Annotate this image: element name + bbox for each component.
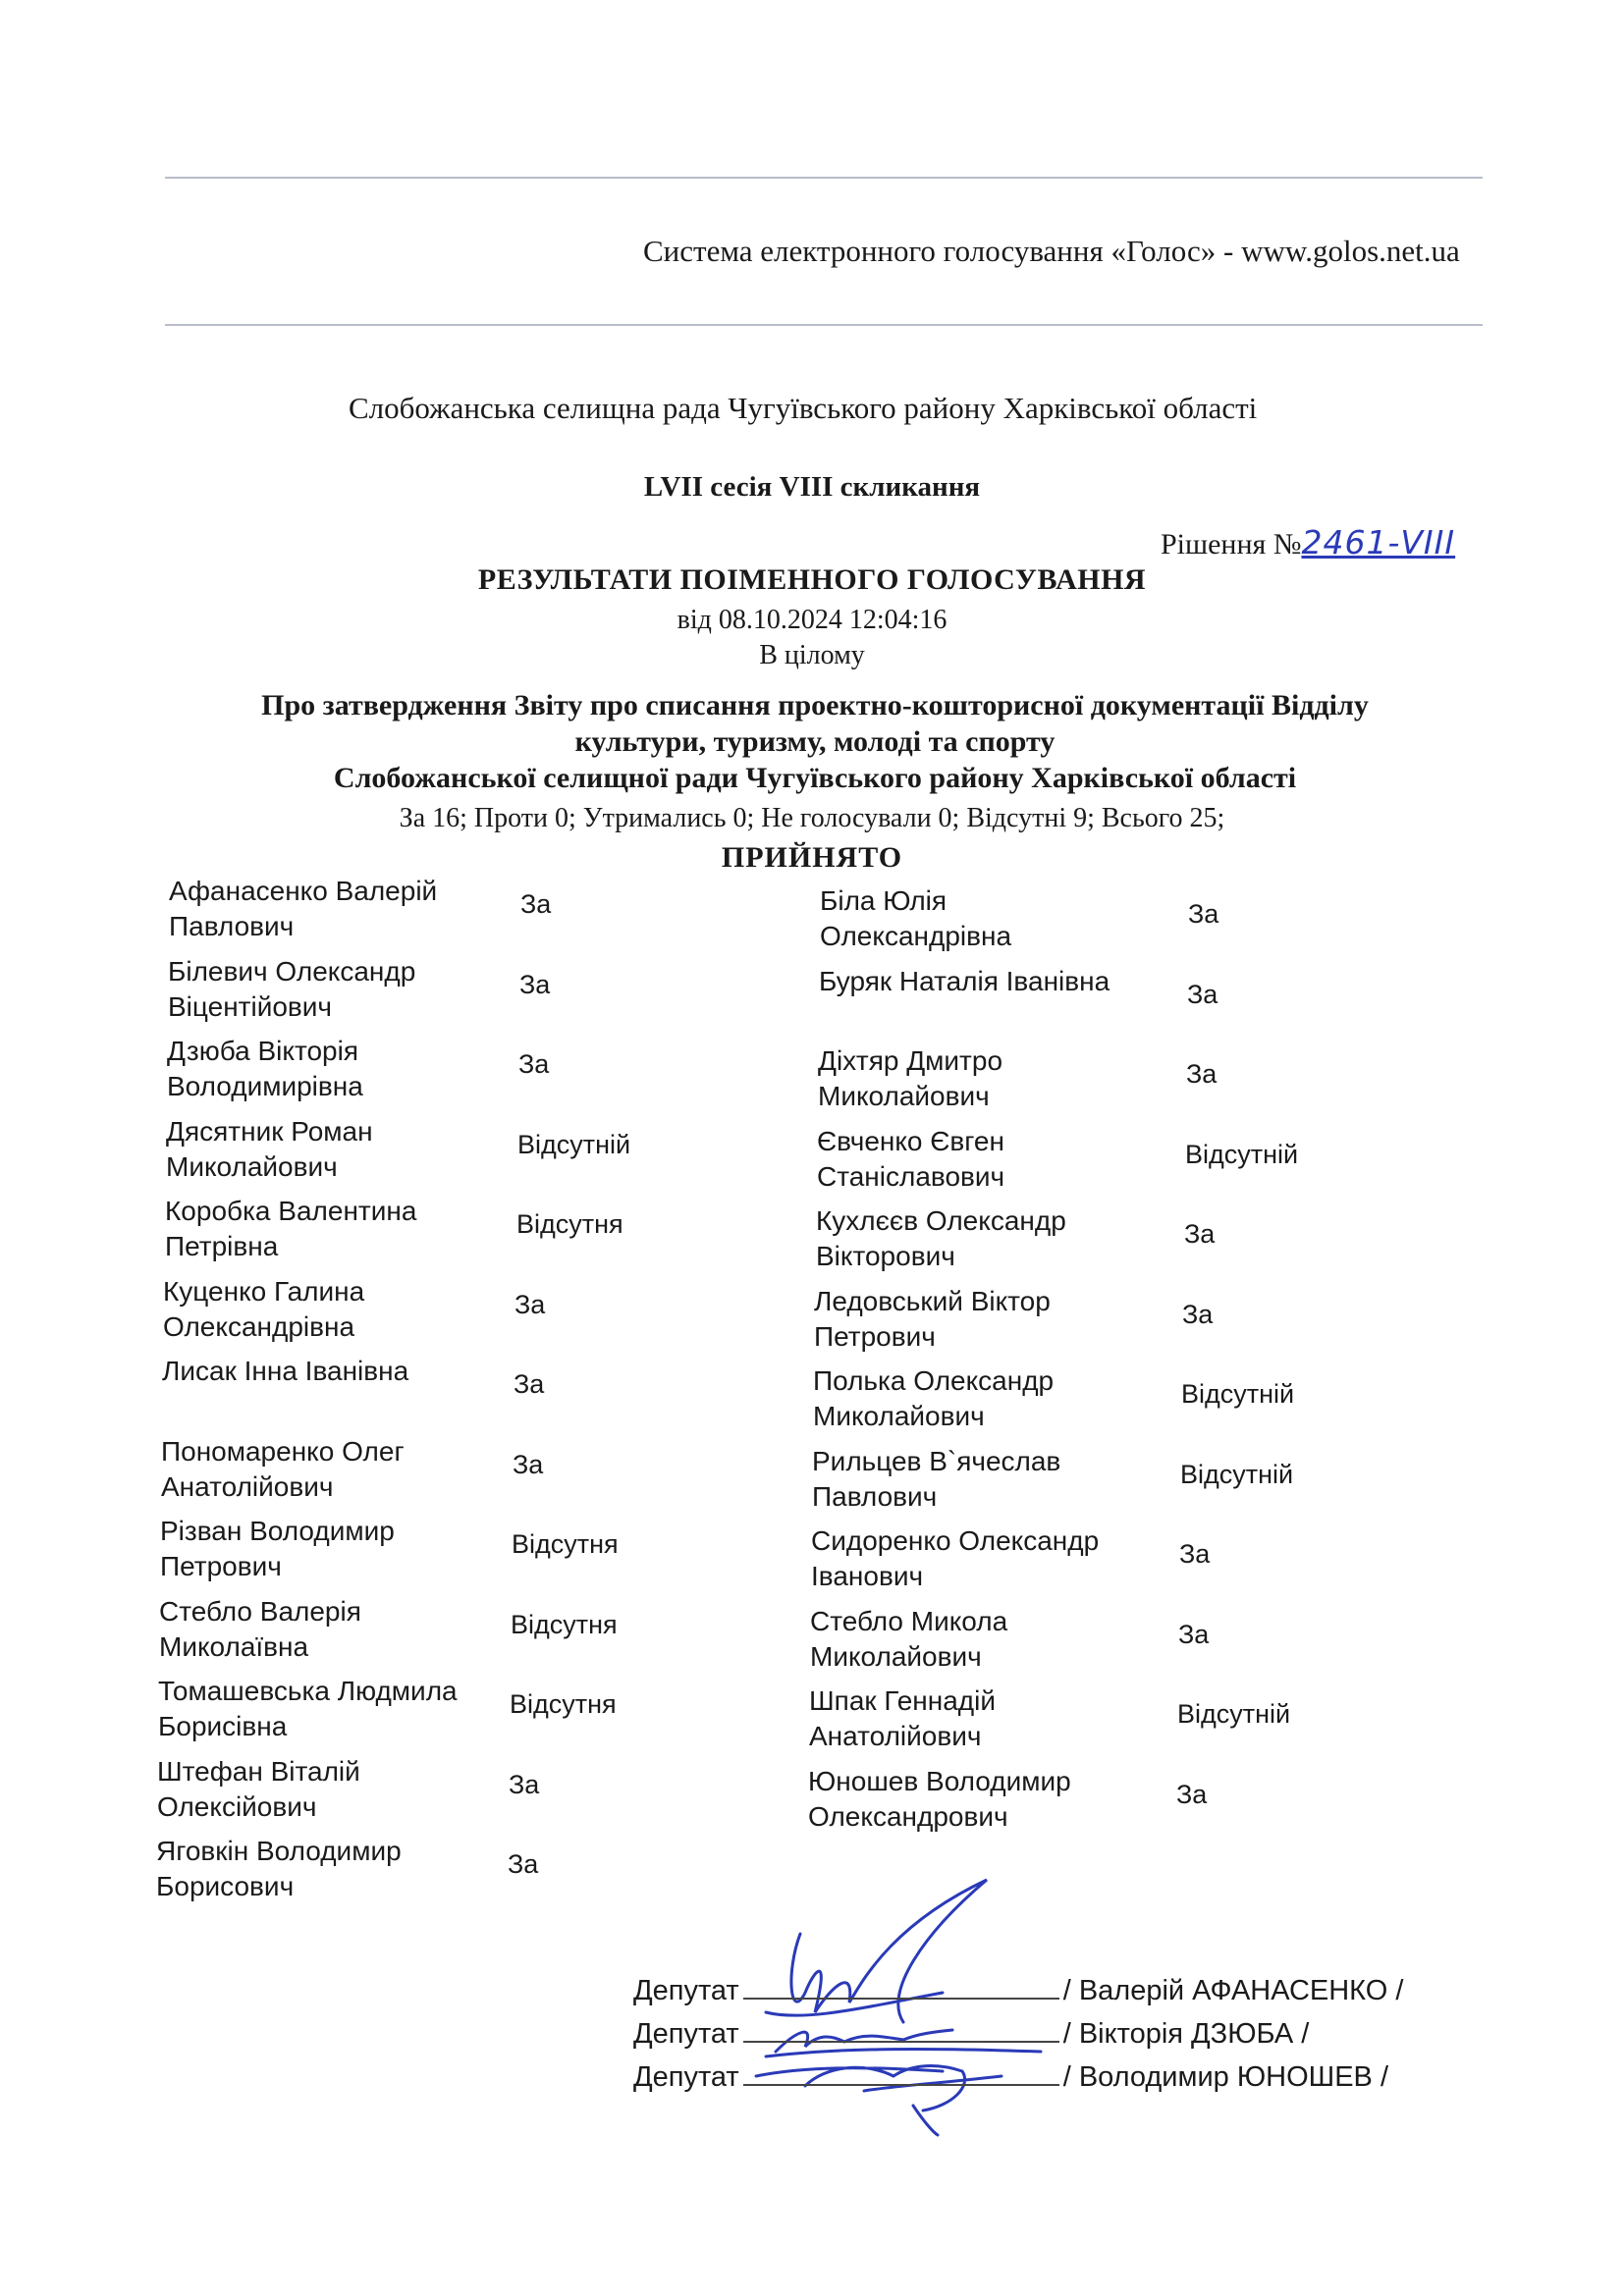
subject-line: культури, туризму, молоді та спорту	[574, 725, 1056, 758]
deputy-name: Юношев Володимир Олександрович	[808, 1765, 1071, 1832]
deputy-vote: Відсутній	[517, 1129, 631, 1159]
top-rule	[165, 177, 1483, 179]
deputy-name: Коробка Валентина Петрівна	[165, 1196, 417, 1261]
decision-label: Рішення №	[1161, 528, 1302, 561]
deputy-name: Дясятник Роман Миколайович	[166, 1115, 373, 1182]
deputy-vote: Відсутній	[1177, 1699, 1291, 1729]
deputy-name: Діхтяр Дмитро Миколайович	[818, 1045, 1003, 1111]
deputy-vote: Відсутня	[511, 1609, 618, 1639]
deputy-name: Буряк Наталія Іванівна	[819, 965, 1110, 996]
deputy-vote: За	[1176, 1779, 1208, 1809]
decision-reference	[1161, 523, 1455, 561]
deputy-vote: За	[508, 1849, 539, 1879]
vote-result: ПРИЙНЯТО	[721, 841, 903, 874]
deputy-vote: Відсутній	[1181, 1379, 1295, 1409]
signature-name: / Вікторія ДЗЮБА /	[1062, 2018, 1310, 2050]
deputy-name: Куценко Галина Олександрівна	[163, 1275, 365, 1342]
deputy-name: Різван Володимир Петрович	[160, 1516, 395, 1581]
deputy-name: Ледовський Віктор Петрович	[814, 1285, 1051, 1352]
deputy-vote: За	[509, 1769, 540, 1799]
deputy-vote: За	[1188, 899, 1219, 929]
deputy-vote: За	[514, 1289, 546, 1319]
deputy-name: Полька Олександр Миколайович	[813, 1365, 1055, 1431]
subject-line: Про затвердження Звіту про списання проектно-кошторисної документації Відділу	[261, 689, 1369, 721]
deputy-vote: За	[1182, 1299, 1214, 1329]
deputy-name: Пономаренко Олег Анатолійович	[161, 1435, 405, 1502]
deputy-vote: Відсутній	[1185, 1139, 1299, 1169]
vote-scope: В цілому	[759, 640, 865, 670]
signature-name: / Валерій АФАНАСЕНКО /	[1062, 1975, 1404, 2006]
deputy-name: Томашевська Людмила Борисівна	[158, 1676, 458, 1741]
deputy-vote: За	[518, 1049, 550, 1079]
signature-role: Депутат	[633, 2061, 739, 2093]
signature-name: / Володимир ЮНОШЕВ /	[1062, 2061, 1389, 2093]
system-header: Система електронного голосування «Голос» - www.golos.net.ua	[643, 234, 1460, 268]
deputy-name: Євченко Євген Станіславович	[817, 1125, 1005, 1192]
session-label: LVII сесія VIII скликання	[643, 471, 981, 503]
deputy-name: Біла Юлія Олександрівна	[820, 885, 1012, 951]
vote-date: від 08.10.2024 12:04:16	[677, 605, 947, 635]
deputy-vote: За	[1187, 979, 1218, 1009]
deputy-vote: Відсутня	[510, 1689, 617, 1719]
deputy-name: Кухлєєв Олександр Вікторович	[816, 1205, 1066, 1271]
deputy-name: Білевич Олександр Віцентійович	[168, 955, 416, 1022]
decision-number: 2461-VIII	[1301, 523, 1456, 561]
deputy-vote: За	[1179, 1539, 1211, 1569]
deputy-name: Шпак Геннадій Анатолійович	[809, 1685, 996, 1751]
deputy-name: Дзюба Вікторія Володимирівна	[167, 1036, 363, 1101]
deputy-vote: За	[1184, 1219, 1216, 1249]
signature-row-dziuba	[633, 2018, 1309, 2051]
deputy-name: Стебло Валерія Миколаївна	[159, 1595, 361, 1662]
deputy-vote: Відсутня	[516, 1209, 623, 1239]
deputy-vote: За	[1186, 1059, 1218, 1089]
signature-line	[743, 1998, 1059, 2000]
vote-tally: За 16; Проти 0; Утримались 0; Не голосували 0; Відсутні 9; Всього 25;	[399, 803, 1225, 833]
deputy-name: Яговкін Володимир Борисович	[156, 1836, 402, 1901]
header-rule	[165, 324, 1483, 326]
signature-scribbles	[746, 1875, 1060, 2140]
deputy-vote: За	[514, 1369, 545, 1399]
subject-line: Слобожанської селищної ради Чугуївського району Харківської області	[333, 762, 1297, 794]
council-name: Слобожанська селищна рада Чугуївського району Харківської області	[349, 391, 1258, 425]
deputy-vote: За	[513, 1449, 544, 1479]
deputy-name: Лисак Інна Іванівна	[162, 1356, 409, 1386]
deputy-vote: За	[520, 889, 552, 919]
deputy-name: Рильцев В`ячеслав Павлович	[812, 1445, 1061, 1512]
deputy-vote: За	[519, 969, 551, 999]
deputy-name: Сидоренко Олександр Іванович	[811, 1525, 1100, 1591]
deputy-vote: За	[1178, 1619, 1210, 1649]
deputy-vote: Відсутня	[512, 1529, 619, 1559]
signature-row-yunoshev	[633, 2061, 1388, 2094]
signature-role: Депутат	[633, 1975, 739, 2006]
deputy-name: Стебло Микола Миколайович	[810, 1605, 1008, 1672]
deputy-name: Штефан Віталій Олексійович	[157, 1755, 360, 1822]
deputy-name: Афанасенко Валерій Павлович	[169, 876, 438, 941]
signature-line	[743, 2041, 1059, 2043]
vote-subject	[177, 687, 1453, 796]
signature-line	[743, 2084, 1059, 2086]
deputy-vote: Відсутній	[1180, 1459, 1294, 1489]
signature-role: Депутат	[633, 2018, 739, 2050]
signature-row-afanasenko	[633, 1975, 1403, 2007]
document-title: РЕЗУЛЬТАТИ ПОІМЕННОГО ГОЛОСУВАННЯ	[477, 563, 1147, 596]
